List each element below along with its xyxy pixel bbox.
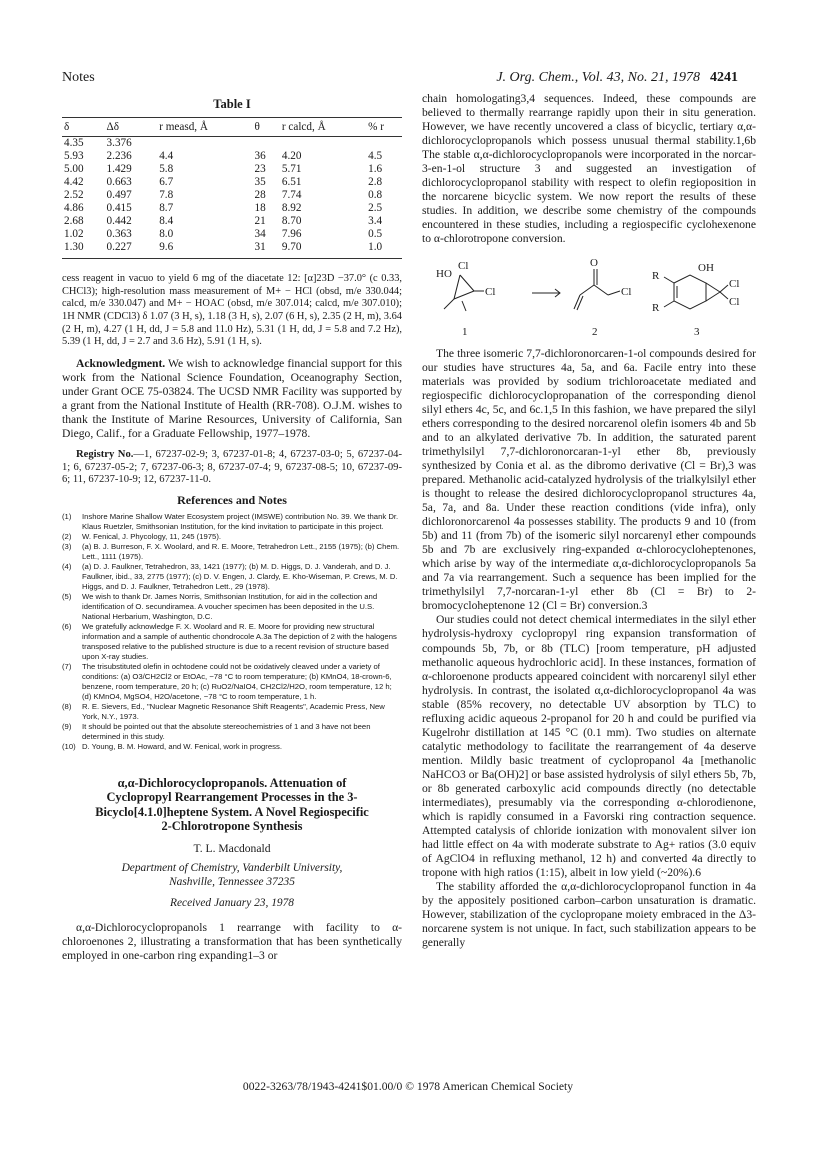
reference-item	[62, 512, 402, 532]
table-cell: 1.02	[64, 228, 84, 241]
running-header-right	[496, 70, 738, 86]
table-cell: 2.68	[64, 215, 84, 228]
substituent-r-label: R	[652, 301, 660, 314]
reference-text: W. Fenical, J. Phycology, 11, 245 (1975).	[82, 531, 222, 541]
registry-heading: Registry No.	[76, 448, 134, 460]
reference-text: We gratefully acknowledge F. X. Woolard and R. E. Moore for providing new structural information and a sample of authentic chondrocole A.3a The depiction of 2 with the halogens transposed relative to the published structure is due to a recent revision of structure based upon X-ray studies.	[82, 621, 397, 661]
column-header: θ	[252, 117, 279, 137]
table-cell	[252, 137, 279, 151]
table-row	[62, 137, 402, 151]
affiliation	[62, 861, 402, 889]
table-title: Table I	[213, 97, 251, 111]
reaction-scheme-drawing	[422, 255, 756, 341]
registry-numbers	[62, 449, 402, 487]
table-cell: 3.4	[368, 215, 383, 228]
journal-citation: J. Org. Chem., Vol. 43, No. 21, 1978	[496, 70, 700, 85]
chlorine-label: Cl	[458, 259, 469, 272]
body-paragraph: The stability afforded the α,α-dichlorocyclopropanol function in 4a by the appositely positioned carbon–carbon unsaturation is dramatic. However, stabilization of the cyclopropane moiety embraced in the Δ3-norcarene system is not unique. In fact, such stabilization appears to be generally	[422, 880, 756, 950]
table-row	[62, 150, 402, 163]
table-cell: 36	[254, 150, 266, 163]
chlorine-label: Cl	[729, 277, 740, 290]
reference-number: (6)	[62, 621, 72, 631]
table-cell: 0.415	[106, 202, 132, 215]
reference-number: (10)	[62, 741, 76, 751]
references-list	[62, 512, 402, 752]
copyright-footer: 0022-3263/78/1943-4241$01.00/0 © 1978 American Chemical Society	[242, 1080, 574, 1093]
column-header: r measd, Å	[157, 117, 252, 137]
left-column	[62, 92, 402, 963]
table-cell	[280, 137, 366, 151]
table-cell: 9.6	[157, 241, 252, 259]
table-cell: 18	[254, 202, 266, 215]
article-title: α,α-Dichlorocyclopropanols. Attenuation of Cyclopropyl Rearrangement Processes in the 3-Bicyclo[4.1.0]heptene System. A Novel Regiospecific 2-Chlorotropone Synthesis	[95, 775, 369, 834]
author: T. L. Macdonald	[193, 841, 271, 855]
table-cell: 4.35	[64, 137, 84, 150]
table-cell: 1.6	[368, 163, 383, 176]
table-cell: 8.7	[159, 202, 174, 215]
reference-number: (3)	[62, 541, 72, 551]
page-number: 4241	[710, 70, 738, 85]
reference-text: Inshore Marine Shallow Water Ecosystem project (IMSWE) contribution No. 39. We thank Dr. Klaus Ruetzler, Smithsonian Institution, for the kind invitation to participate in this project.	[82, 511, 399, 531]
hydroxyl-label: OH	[698, 261, 714, 274]
reference-item	[62, 532, 402, 542]
reference-number: (9)	[62, 721, 72, 731]
acknowledgment	[62, 357, 402, 441]
compound-number: 1	[462, 325, 468, 338]
table-cell	[157, 137, 252, 151]
column-header: Δδ	[105, 117, 158, 137]
data-table	[62, 117, 402, 260]
hydroxyl-label: HO	[436, 267, 452, 280]
table-cell: 7.74	[281, 189, 302, 202]
column-header: δ	[62, 117, 105, 137]
affiliation-line: Department of Chemistry, Vanderbilt University,	[121, 862, 343, 875]
table-cell: 2.8	[368, 176, 383, 189]
table-cell	[366, 137, 402, 151]
oxygen-label: O	[590, 256, 598, 269]
table-cell: 6.51	[281, 176, 302, 189]
table-cell: 7.8	[159, 189, 174, 202]
chlorine-label: Cl	[621, 285, 632, 298]
reference-text: (a) B. J. Burreson, F. X. Woolard, and R. E. Moore, Tetrahedron Lett., 2155 (1975); (b) Chem. Lett., 1111 (1975).	[82, 541, 400, 561]
reference-item	[62, 622, 402, 662]
experimental-continuation: cess reagent in vacuo to yield 6 mg of the diacetate 12: [α]23D −37.0° (c 0.33, CHCl3); high-resolution mass measurement of M+ − HCl (obsd, m/e 330.044; calcd, m/e 330.047) and M+ − HOAC (obsd, m/e 307.014; calcd, m/e 307.010); 1H NMR (CDCl3) δ 1.07 (3 H, s), 1.18 (3 H, s), 2.07 (6 H, s), 2.35 (2 H, m), 3.64 (2 H, m), 4.27 (1 H, dd, J = 5.8 and 11.0 Hz), 5.31 (1 H, dd, J = 5.8 and 7.2 Hz), 5.39 (1 H, dd, J = 2.7 and 3.6 Hz), 5.91 (1 H, s).	[62, 273, 402, 348]
table-cell: 8.0	[159, 228, 174, 241]
table-cell: 8.70	[281, 215, 302, 228]
received-date: Received January 23, 1978	[170, 897, 294, 910]
table-cell: 0.663	[106, 176, 132, 189]
table-cell: 8.92	[281, 202, 302, 215]
body-paragraph: The three isomeric 7,7-dichloronorcaren-1-ol compounds desired for our studies have structures 4a, 5a, and 6a. Facile entry into these materials was provided by sodium trichloroacetate mediated and regiospecific dichlorocyclopropanation of the corresponding dienol silyl ethers 4c, 5c, and 6c.1,5 In this fashion, we have prepared the silyl ethers corresponding to the desired norcarenol olefin isomers 4b and 5b and to an alkylated derivative 7b. In addition, the saturated parent trimethylsilyl 7,7-dichloronorcaran-1-yl ether 8b, previously synthesized by Conia et al. as the dibromo derivative (Cl = Br),3 was prepared. Methanolic acid-catalyzed hydrolysis of the trialkylsilyl ether is thought to release the desired dichlorocyclopropanol structures 4a, 5a, 7a, and 8a. Under these reaction conditions (vide infra), only dichloronorcarenol 4a possesses stability. The products 9 and 10 (from 5b) and 11 (from 7b) of the isomeric silyl norcarenyl ether compounds 5b and 7b are exclusively ring-expanded α-chlorocycloheptenones, which arise by way of the intermediate α,α-dichlorocyclopropanols 5a and 7a via rearrangement. Such a sequence has been implied for the trimethylsilyl 7,7-norcaran-1-yl ether 8b (Cl = Br) to 2-bromocycloheptenone 12 (Cl = Br) conversion.3	[422, 346, 756, 613]
table-cell: 5.00	[64, 163, 84, 176]
table-row	[62, 202, 402, 215]
reference-text: R. E. Sievers, Ed., "Nuclear Magnetic Resonance Shift Reagents", Academic Press, New York, N.Y., 1973.	[82, 701, 385, 721]
reference-text: D. Young, B. M. Howard, and W. Fenical, work in progress.	[82, 741, 282, 751]
table-cell: 5.8	[159, 163, 174, 176]
reference-number: (7)	[62, 661, 72, 671]
table-cell: 0.5	[368, 228, 383, 241]
body-paragraph: α,α-Dichlorocyclopropanols 1 rearrange with facility to α-chloroenones 2, illustrating a transformation that has been synthetically employed in one-carbon ring expanding1–3 or	[62, 920, 402, 962]
column-header: % r	[366, 117, 402, 137]
table-cell: 4.20	[281, 150, 302, 163]
reference-text: We wish to thank Dr. James Norris, Smithsonian Institution, for aid in the collection and identification of O. secundiramea. A voucher specimen has been deposited in the U.S. National Herbarium, Washington, D.C.	[82, 591, 378, 621]
table-row	[62, 241, 402, 259]
table-cell: 35	[254, 176, 266, 189]
body-paragraph: Our studies could not detect chemical intermediates in the silyl ether hydrolysis-hydroxy cyclopropyl ring expansion transformation of compounds 5b, 7b, or 8b (TLC) [room temperature, pH adjusted methanolic aqueous hydrochloric acid]. In these instances, formation of α-chloroenone products appeared coincident with norcarenyl silyl ether hydrolysis. In contrast, the isolated α,α-dichlorocyclopropanol 4a was stable (85% recovery, no detectable UV absorption by TLC) to refluxing acidic aqueous 2-propanol for 20 h and could be purified via Kugelrohr distillation at 145 °C (0.1 mm). Two studies on alternate catalytic methodology to facilitate the rearrangement of 4a deserve mention. Mildly basic treatment of cyclopropanol 4a [methanolic NaHCO3 or Ba(OH)2] or base assisted hydrolysis of silyl ethers 5b, 7b, or 8b generated carboxylic acid compounds directly (no detectable intermediates), presumably via the corresponding α-chlorodienone, which is rapidly consumed in a Favorski ring contraction sequence. Attempted catalysis of chloride ionization with monovalent silver ion had little effect on 4a with moderate substrate to Ag+ ratios (3.0 equiv of AgClO4 in refluxing methanol, 12 h) and converted 4a directly to tropone with high ratios (1:15), albeit in low yield (~20%).6	[422, 613, 756, 880]
acknowledgment-heading: Acknowledgment.	[76, 356, 166, 370]
right-column	[422, 92, 756, 951]
reference-item	[62, 592, 402, 622]
reference-number: (5)	[62, 591, 72, 601]
table-cell: 0.442	[106, 215, 132, 228]
table-cell: 4.4	[159, 150, 174, 163]
table-cell: 6.7	[159, 176, 174, 189]
table-cell: 23	[254, 163, 266, 176]
table-row	[62, 215, 402, 228]
table-cell: 0.8	[368, 189, 383, 202]
compound-number: 2	[592, 325, 598, 338]
table-cell: 3.376	[106, 137, 132, 150]
compound-number: 3	[694, 325, 700, 338]
table-body	[62, 137, 402, 259]
table-cell: 0.497	[106, 189, 132, 202]
table-cell: 5.93	[64, 150, 84, 163]
chlorine-label: Cl	[485, 285, 496, 298]
references-heading: References and Notes	[177, 493, 287, 508]
reference-text: (a) D. J. Faulkner, Tetrahedron, 33, 1421 (1977); (b) M. D. Higgs, D. J. Vanderah, and D. J. Faulkner, ibid., 33, 2775 (1977); (c) D. V. Engen, J. Clardy, E. Kho-Wiseman, P. Crews, M. D. Higgs, and D. J. Faulkner, Tetrahedron Lett., 29 (1978).	[82, 561, 398, 591]
table-row	[62, 189, 402, 202]
reference-number: (8)	[62, 701, 72, 711]
table-cell: 9.70	[280, 241, 366, 259]
reference-item	[62, 662, 402, 702]
reaction-scheme	[422, 255, 756, 341]
acknowledgment-body: We wish to acknowledge financial support for this work from the National Science Foundation, Oceanography Section, under Grant OCE 75-03824. The UCSD NMR Facility was supported by a grant from the National Institute of Health (RR-708). O.J.M. wishes to thank the Institute of Marine Resources, University of California, San Diego, Calif., for a Graduate Fellowship, 1977–1978.	[62, 356, 402, 440]
reference-text: It should be pointed out that the absolute stereochemistries of 1 and 3 have not been determined in this study.	[82, 721, 371, 741]
table-cell: 0.363	[106, 228, 132, 241]
reference-number: (2)	[62, 531, 72, 541]
reference-item	[62, 562, 402, 592]
table-header-row	[62, 117, 402, 137]
table-cell: 1.0	[366, 241, 402, 259]
table-cell: 0.227	[105, 241, 158, 259]
table-cell: 7.96	[281, 228, 302, 241]
reference-item	[62, 702, 402, 722]
reference-item	[62, 722, 402, 742]
table-cell: 5.71	[281, 163, 302, 176]
table-cell: 4.86	[64, 202, 84, 215]
table-row	[62, 176, 402, 189]
table-cell: 1.429	[106, 163, 132, 176]
column-header: r calcd, Å	[280, 117, 366, 137]
reference-number: (4)	[62, 561, 72, 571]
table-cell: 4.42	[64, 176, 84, 189]
table-cell: 34	[254, 228, 266, 241]
reference-item	[62, 542, 402, 562]
table-row	[62, 163, 402, 176]
table-cell: 2.5	[368, 202, 383, 215]
table-cell: 4.5	[368, 150, 383, 163]
table-cell: 2.236	[106, 150, 132, 163]
reference-text: The trisubstituted olefin in ochtodene could not be oxidatively cleaved under a variety of conditions: (a) O3/CH2Cl2 or EtOAc, −78 °C to room temperature; (b) KMnO4, 18-crown-6, benzene, room temperature, 20 h; (c) RuO2/NaIO4, CH2Cl2/H2O, room temperature, 12 h; (d) KMnO4, MgSO4, H2O/acetone, −78 °C to room temperature, 1 h.	[82, 661, 392, 701]
table-cell: 31	[252, 241, 279, 259]
reference-number: (1)	[62, 511, 72, 521]
table-cell: 28	[254, 189, 266, 202]
running-header-left: Notes	[62, 70, 95, 85]
chlorine-label: Cl	[729, 295, 740, 308]
table-cell: 21	[254, 215, 266, 228]
reference-item	[62, 742, 402, 752]
body-paragraph: chain homologating3,4 sequences. Indeed, these compounds are believed to thermally rearrange rapidly upon their in situ generation. However, we have recently uncovered a class of bicyclic, tertiary α,α-dichlorocyclopropanols which possess unusual thermal stability.1,6b The stable α,α-dichlorocyclopropanols were incorporated in the norcar-3-en-1-ol structure 3 and suggested an investigation of dichlorocyclopropanol stability with respect to olefin regioposition in the norcarene bicyclic system. We now report the results of these studies. In addition, we describe some chemistry of the compounds encountered in these studies, including a regiospecific cyclohexenone to α-chlorotropone conversion.	[422, 92, 756, 246]
table-row	[62, 228, 402, 241]
registry-body: —1, 67237-02-9; 3, 67237-01-8; 4, 67237-03-0; 5, 67237-04-1; 6, 67237-05-2; 7, 67237-06-3; 8, 67237-07-4; 9, 67237-08-5; 10, 67237-09-6; 11, 67237-10-9; 12, 67237-11-0.	[62, 448, 402, 486]
table-cell: 8.4	[159, 215, 174, 228]
table-cell: 1.30	[62, 241, 105, 259]
table-cell: 2.52	[64, 189, 84, 202]
affiliation-line: Nashville, Tennessee 37235	[169, 876, 295, 889]
substituent-r-label: R	[652, 269, 660, 282]
